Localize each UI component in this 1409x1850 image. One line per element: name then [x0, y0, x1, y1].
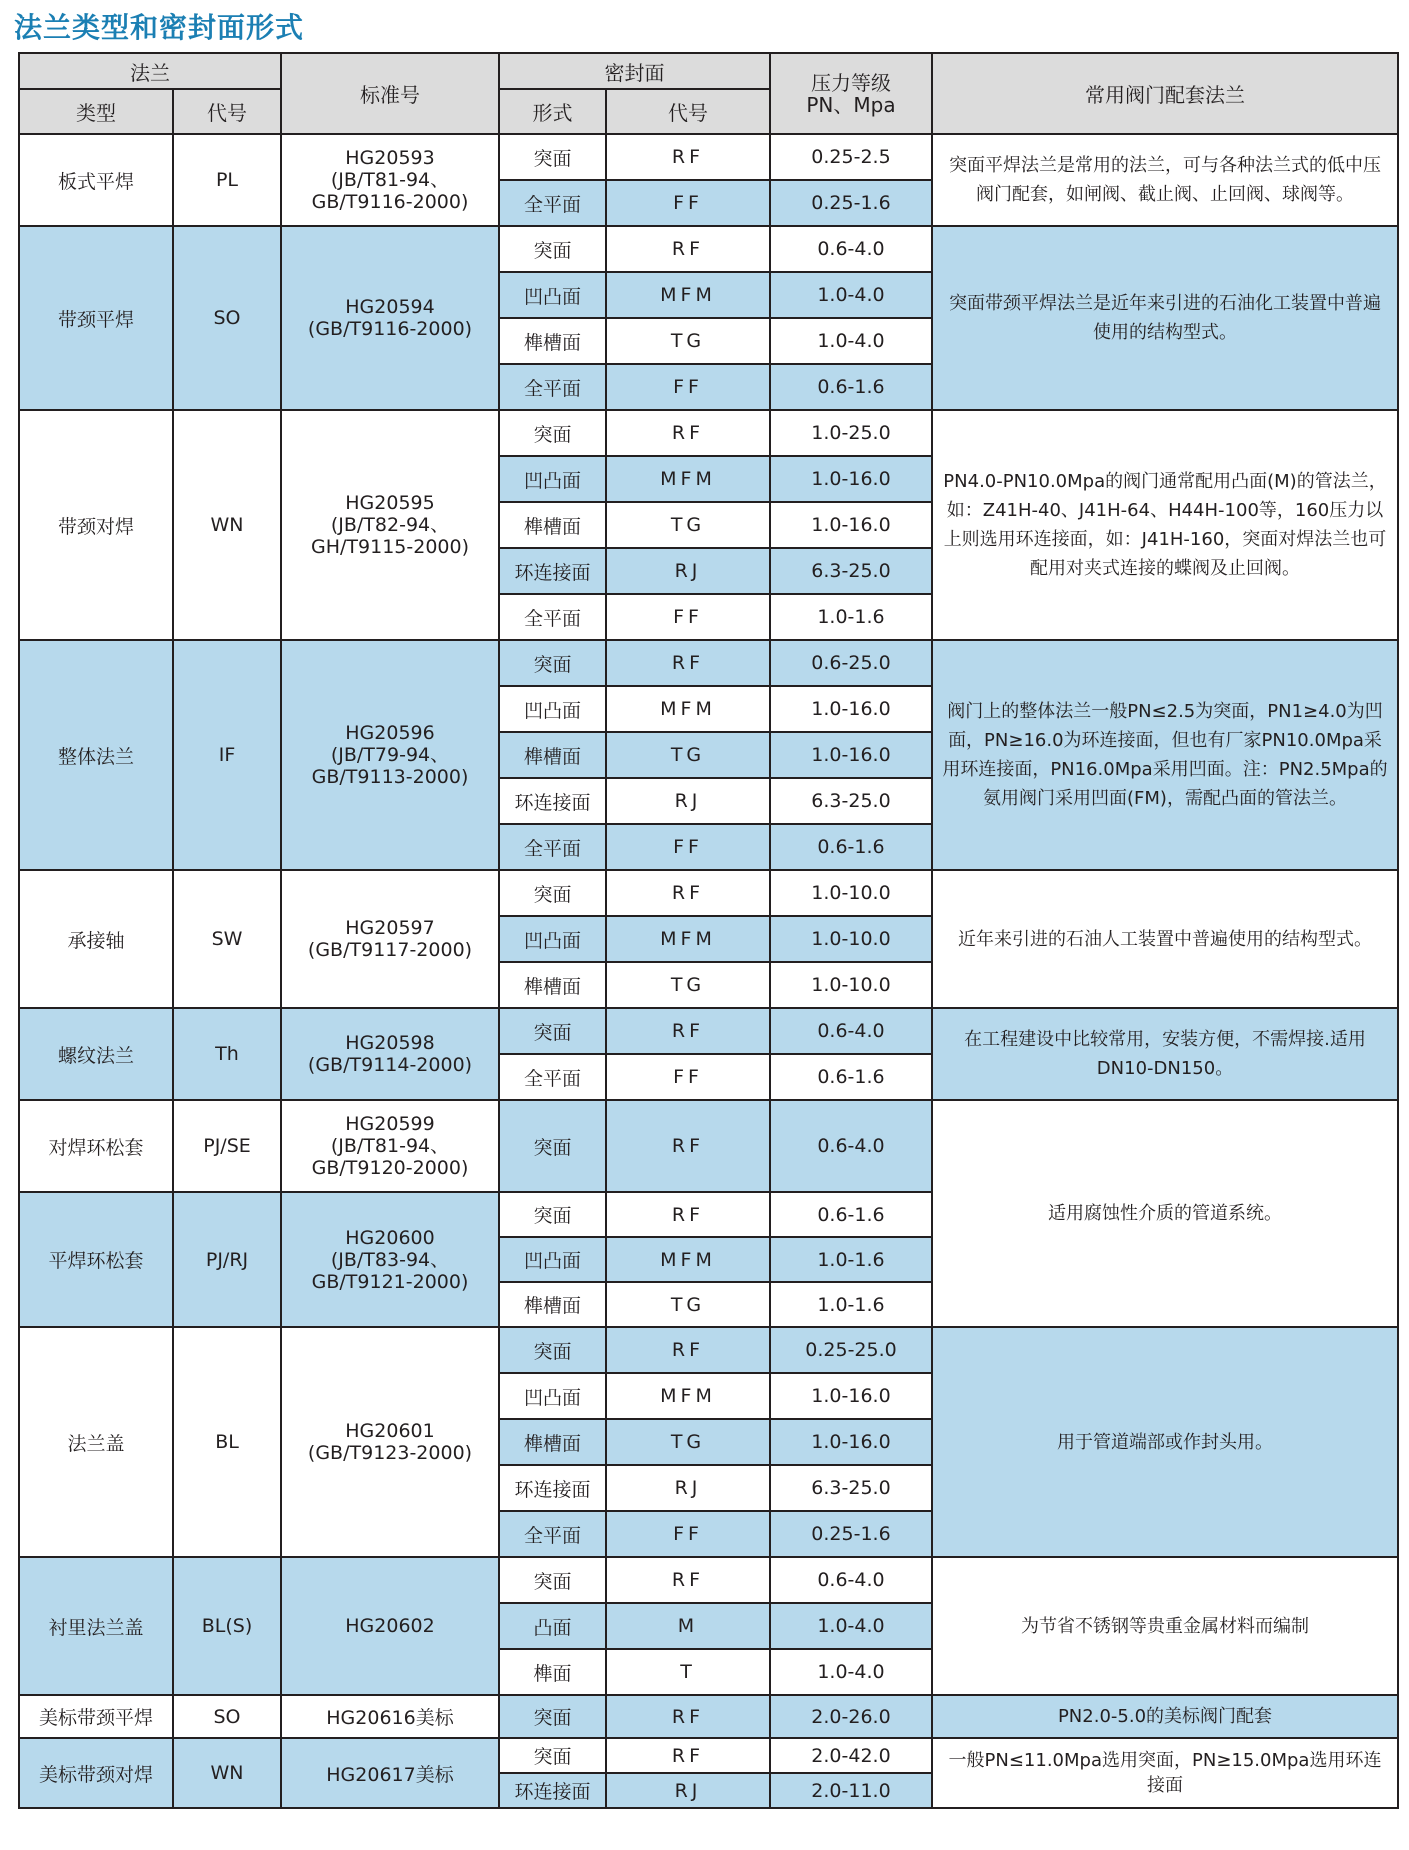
valve-note: 用于管道端部或作封头用。 [932, 1327, 1398, 1557]
flange-standard: HG20596 (JB/T79-94、 GB/T9113-2000) [281, 640, 499, 870]
flange-standard: HG20594 (GB/T9116-2000) [281, 226, 499, 410]
seal-form: 全平面 [499, 1511, 606, 1557]
seal-code: MFM [606, 1237, 770, 1282]
seal-form: 突面 [499, 870, 606, 916]
flange-type: 板式平焊 [19, 134, 173, 226]
seal-code: FF [606, 594, 770, 640]
seal-code: RF [606, 1100, 770, 1192]
seal-form: 全平面 [499, 1054, 606, 1100]
flange-type: 承接轴 [19, 870, 173, 1008]
seal-form: 全平面 [499, 824, 606, 870]
seal-form: 环连接面 [499, 778, 606, 824]
pressure-rating: 0.25-1.6 [770, 1511, 932, 1557]
seal-form: 突面 [499, 226, 606, 272]
pressure-rating: 1.0-10.0 [770, 870, 932, 916]
flange-table [18, 52, 1399, 1809]
flange-type: 螺纹法兰 [19, 1008, 173, 1100]
pressure-rating: 1.0-1.6 [770, 1237, 932, 1282]
pressure-rating: 1.0-16.0 [770, 1373, 932, 1419]
seal-code: FF [606, 1054, 770, 1100]
flange-type: 美标带颈对焊 [19, 1738, 173, 1808]
flange-standard: HG20595 (JB/T82-94、 GH/T9115-2000) [281, 410, 499, 640]
flange-type: 法兰盖 [19, 1327, 173, 1557]
flange-code: SO [173, 226, 281, 410]
flange-standard: HG20601 (GB/T9123-2000) [281, 1327, 499, 1557]
pressure-rating: 1.0-10.0 [770, 962, 932, 1008]
header-pressure: 压力等级 PN、Mpa [770, 53, 932, 134]
seal-form: 环连接面 [499, 1465, 606, 1511]
flange-code: PL [173, 134, 281, 226]
seal-code: FF [606, 180, 770, 226]
valve-note: 适用腐蚀性介质的管道系统。 [932, 1100, 1398, 1327]
seal-form: 环连接面 [499, 1773, 606, 1808]
seal-form: 突面 [499, 410, 606, 456]
valve-note: 为节省不锈钢等贵重金属材料而编制 [932, 1557, 1398, 1695]
seal-form: 全平面 [499, 594, 606, 640]
seal-form: 榫面 [499, 1649, 606, 1695]
pressure-rating: 1.0-25.0 [770, 410, 932, 456]
header-seal-code: 代号 [606, 89, 770, 134]
seal-code: TG [606, 962, 770, 1008]
flange-code: BL(S) [173, 1557, 281, 1695]
seal-form: 榫槽面 [499, 318, 606, 364]
seal-form: 榫槽面 [499, 1282, 606, 1327]
seal-code: RF [606, 1327, 770, 1373]
header-sealing: 密封面 [499, 53, 770, 89]
pressure-rating: 0.6-1.6 [770, 1192, 932, 1237]
pressure-rating: 2.0-26.0 [770, 1695, 932, 1738]
flange-code: WN [173, 410, 281, 640]
seal-form: 凹凸面 [499, 916, 606, 962]
pressure-rating: 1.0-10.0 [770, 916, 932, 962]
seal-code: RF [606, 1192, 770, 1237]
seal-code: RJ [606, 1773, 770, 1808]
seal-code: TG [606, 732, 770, 778]
flange-standard: HG20597 (GB/T9117-2000) [281, 870, 499, 1008]
flange-code: SW [173, 870, 281, 1008]
pressure-rating: 1.0-4.0 [770, 1649, 932, 1695]
pressure-rating: 1.0-16.0 [770, 686, 932, 732]
seal-code: RF [606, 640, 770, 686]
flange-code: Th [173, 1008, 281, 1100]
header-type: 类型 [19, 89, 173, 134]
pressure-rating: 0.25-1.6 [770, 180, 932, 226]
pressure-rating: 0.25-2.5 [770, 134, 932, 180]
header-code: 代号 [173, 89, 281, 134]
seal-code: RF [606, 1695, 770, 1738]
flange-type: 带颈平焊 [19, 226, 173, 410]
seal-form: 突面 [499, 1738, 606, 1773]
pressure-rating: 0.6-25.0 [770, 640, 932, 686]
flange-type: 美标带颈平焊 [19, 1695, 173, 1738]
seal-form: 突面 [499, 1192, 606, 1237]
seal-form: 凹凸面 [499, 272, 606, 318]
flange-standard: HG20602 [281, 1557, 499, 1695]
flange-standard: HG20600 (JB/T83-94、 GB/T9121-2000) [281, 1192, 499, 1327]
seal-code: T [606, 1649, 770, 1695]
seal-form: 凹凸面 [499, 1237, 606, 1282]
pressure-rating: 0.6-4.0 [770, 1008, 932, 1054]
pressure-rating: 6.3-25.0 [770, 1465, 932, 1511]
pressure-rating: 1.0-16.0 [770, 732, 932, 778]
flange-code: PJ/SE [173, 1100, 281, 1192]
seal-code: RF [606, 1557, 770, 1603]
seal-code: M [606, 1603, 770, 1649]
seal-form: 凹凸面 [499, 456, 606, 502]
seal-code: MFM [606, 916, 770, 962]
pressure-rating: 0.6-4.0 [770, 1557, 932, 1603]
seal-code: MFM [606, 272, 770, 318]
seal-code: FF [606, 364, 770, 410]
flange-standard: HG20598 (GB/T9114-2000) [281, 1008, 499, 1100]
seal-code: RF [606, 226, 770, 272]
seal-code: RF [606, 1008, 770, 1054]
pressure-rating: 1.0-4.0 [770, 318, 932, 364]
seal-form: 榫槽面 [499, 962, 606, 1008]
seal-code: RJ [606, 778, 770, 824]
pressure-rating: 0.6-4.0 [770, 1100, 932, 1192]
flange-code: WN [173, 1738, 281, 1808]
seal-form: 突面 [499, 134, 606, 180]
seal-form: 突面 [499, 1327, 606, 1373]
valve-note: 突面平焊法兰是常用的法兰，可与各种法兰式的低中压阀门配套，如闸阀、截止阀、止回阀、球阀等。 [932, 134, 1398, 226]
pressure-rating: 1.0-1.6 [770, 594, 932, 640]
seal-code: MFM [606, 1373, 770, 1419]
valve-note: 阀门上的整体法兰一般PN≤2.5为突面，PN1≥4.0为凹面，PN≥16.0为环连接面，但也有厂家PN10.0Mpa采用环连接面，PN16.0Mpa采用凹面。注：PN2.5Mpa的氨用阀门采用凹面(FM)，需配凸面的管法兰。 [932, 640, 1398, 870]
seal-form: 突面 [499, 1557, 606, 1603]
valve-note: 突面带颈平焊法兰是近年来引进的石油化工装置中普遍使用的结构型式。 [932, 226, 1398, 410]
pressure-rating: 0.6-1.6 [770, 364, 932, 410]
seal-code: RJ [606, 548, 770, 594]
pressure-rating: 6.3-25.0 [770, 548, 932, 594]
seal-code: MFM [606, 456, 770, 502]
pressure-rating: 1.0-1.6 [770, 1282, 932, 1327]
seal-form: 榫槽面 [499, 1419, 606, 1465]
seal-code: RJ [606, 1465, 770, 1511]
pressure-rating: 6.3-25.0 [770, 778, 932, 824]
flange-type: 带颈对焊 [19, 410, 173, 640]
valve-note: PN4.0-PN10.0Mpa的阀门通常配用凸面(M)的管法兰，如：Z41H-40、J41H-64、H44H-100等，160压力以上则选用环连接面，如：J41H-160，突面对焊法兰也可配用对夹式连接的蝶阀及止回阀。 [932, 410, 1398, 640]
seal-code: RF [606, 134, 770, 180]
seal-form: 凸面 [499, 1603, 606, 1649]
flange-type: 衬里法兰盖 [19, 1557, 173, 1695]
seal-form: 突面 [499, 640, 606, 686]
seal-form: 全平面 [499, 364, 606, 410]
flange-standard: HG20599 (JB/T81-94、 GB/T9120-2000) [281, 1100, 499, 1192]
seal-form: 突面 [499, 1008, 606, 1054]
seal-code: TG [606, 318, 770, 364]
pressure-rating: 0.6-1.6 [770, 1054, 932, 1100]
flange-standard: HG20593 (JB/T81-94、 GB/T9116-2000) [281, 134, 499, 226]
header-standard: 标准号 [281, 53, 499, 134]
seal-code: TG [606, 502, 770, 548]
pressure-rating: 1.0-4.0 [770, 1603, 932, 1649]
header-flange: 法兰 [19, 53, 281, 89]
seal-form: 突面 [499, 1695, 606, 1738]
seal-form: 凹凸面 [499, 686, 606, 732]
flange-code: BL [173, 1327, 281, 1557]
pressure-rating: 1.0-16.0 [770, 1419, 932, 1465]
flange-standard: HG20616美标 [281, 1695, 499, 1738]
flange-code: SO [173, 1695, 281, 1738]
seal-code: TG [606, 1282, 770, 1327]
seal-form: 突面 [499, 1100, 606, 1192]
seal-form: 凹凸面 [499, 1373, 606, 1419]
pressure-rating: 1.0-16.0 [770, 502, 932, 548]
seal-code: RF [606, 410, 770, 456]
seal-code: TG [606, 1419, 770, 1465]
seal-form: 全平面 [499, 180, 606, 226]
seal-code: FF [606, 1511, 770, 1557]
flange-standard: HG20617美标 [281, 1738, 499, 1808]
pressure-rating: 0.6-1.6 [770, 824, 932, 870]
page-title: 法兰类型和密封面形式 [14, 11, 305, 44]
flange-code: PJ/RJ [173, 1192, 281, 1327]
seal-code: RF [606, 1738, 770, 1773]
header-form: 形式 [499, 89, 606, 134]
flange-type: 对焊环松套 [19, 1100, 173, 1192]
flange-code: IF [173, 640, 281, 870]
seal-code: RF [606, 870, 770, 916]
pressure-rating: 2.0-42.0 [770, 1738, 932, 1773]
pressure-rating: 1.0-4.0 [770, 272, 932, 318]
flange-type: 平焊环松套 [19, 1192, 173, 1327]
pressure-rating: 2.0-11.0 [770, 1773, 932, 1808]
seal-form: 榫槽面 [499, 502, 606, 548]
valve-note: 一般PN≤11.0Mpa选用突面，PN≥15.0Mpa选用环连接面 [932, 1738, 1398, 1808]
seal-form: 环连接面 [499, 548, 606, 594]
pressure-rating: 1.0-16.0 [770, 456, 932, 502]
valve-note: 在工程建设中比较常用，安装方便，不需焊接.适用DN10-DN150。 [932, 1008, 1398, 1100]
valve-note: 近年来引进的石油人工装置中普遍使用的结构型式。 [932, 870, 1398, 1008]
valve-note: PN2.0-5.0的美标阀门配套 [932, 1695, 1398, 1738]
pressure-rating: 0.6-4.0 [770, 226, 932, 272]
seal-code: MFM [606, 686, 770, 732]
header-valves: 常用阀门配套法兰 [932, 53, 1398, 134]
seal-form: 榫槽面 [499, 732, 606, 778]
pressure-rating: 0.25-25.0 [770, 1327, 932, 1373]
seal-code: FF [606, 824, 770, 870]
flange-type: 整体法兰 [19, 640, 173, 870]
